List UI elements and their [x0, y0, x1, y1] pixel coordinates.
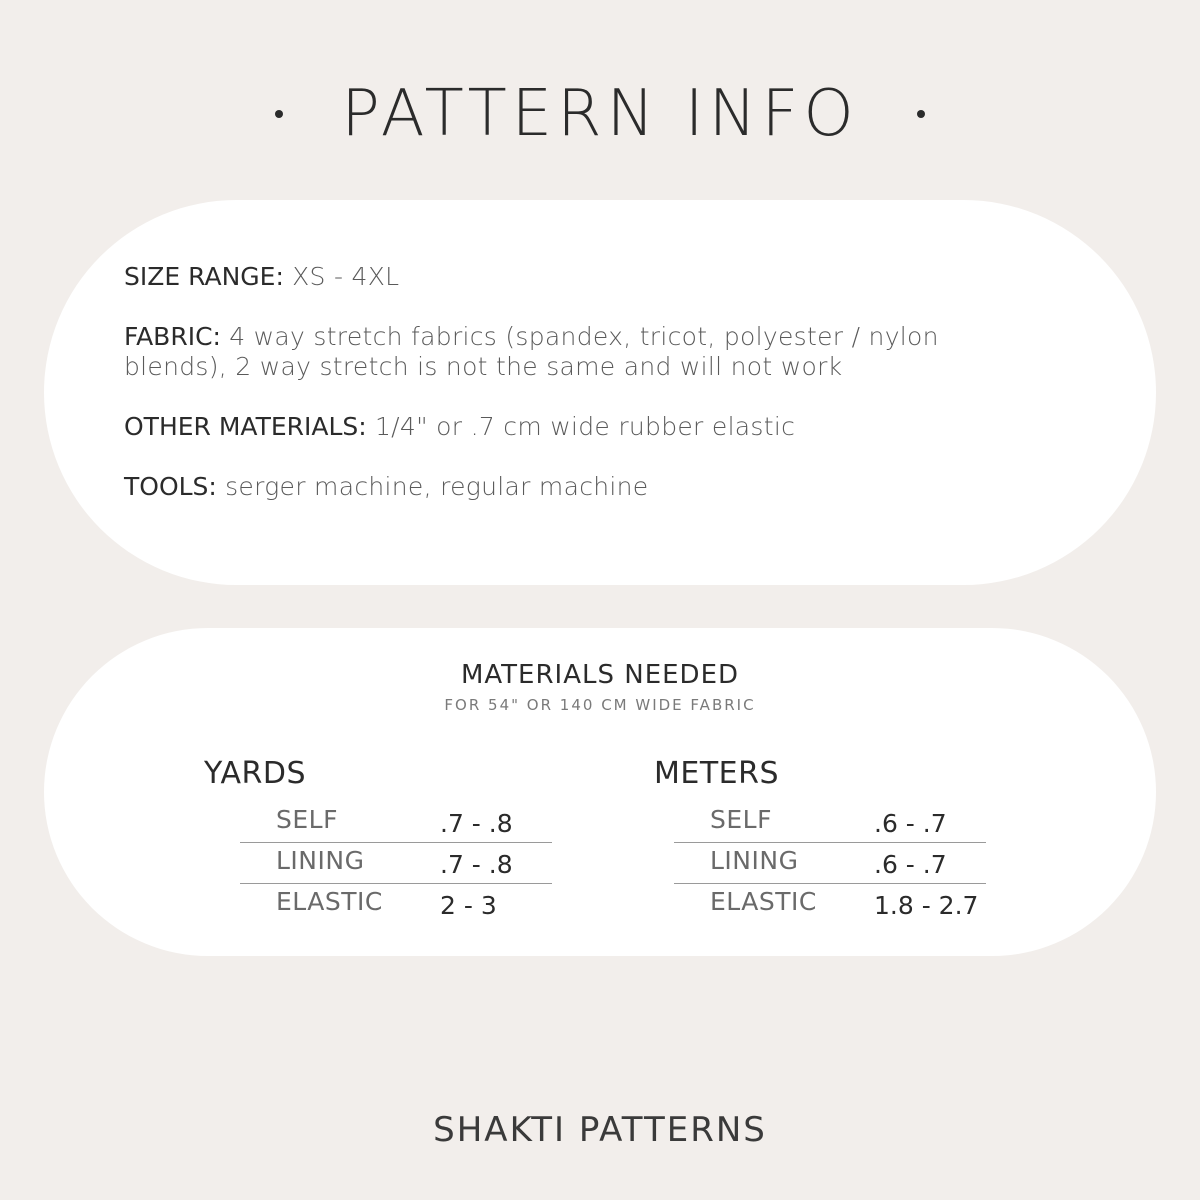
meters-heading: METERS	[654, 756, 780, 791]
bullet-dot-left	[275, 110, 283, 118]
row-item: ELASTIC	[710, 887, 817, 916]
row-amount: .7 - .8	[440, 809, 513, 838]
tools-value: serger machine, regular machine	[216, 472, 649, 501]
tools-label: TOOLS:	[124, 472, 217, 501]
fabric-value: 4 way stretch fabrics (spandex, tricot, polyester / nylon blends), 2 way stretch is not the same and will not work	[124, 322, 939, 381]
page-title-text: PATTERN INFO	[341, 77, 859, 151]
materials-subtitle: FOR 54" OR 140 CM WIDE FABRIC	[444, 696, 756, 714]
fabric-line	[124, 322, 1024, 382]
yards-heading: YARDS	[204, 756, 307, 791]
table-row	[674, 843, 986, 884]
size-range-value: XS - 4XL	[283, 262, 400, 291]
materials-panel	[44, 628, 1156, 956]
materials-title: MATERIALS NEEDED	[460, 660, 740, 690]
row-item: LINING	[276, 846, 365, 875]
meters-table	[674, 802, 986, 924]
row-item: SELF	[276, 805, 338, 834]
row-amount: .7 - .8	[440, 850, 513, 879]
size-range-line	[124, 262, 1024, 292]
size-range-label: SIZE RANGE:	[124, 262, 284, 291]
other-materials-value: 1/4" or .7 cm wide rubber elastic	[366, 412, 796, 441]
row-item: ELASTIC	[276, 887, 383, 916]
table-row	[240, 884, 552, 924]
row-amount: .6 - .7	[874, 809, 947, 838]
bullet-dot-right	[917, 110, 925, 118]
tools-line	[124, 472, 1024, 502]
row-amount: 2 - 3	[440, 891, 497, 920]
brand-footer: SHAKTI PATTERNS	[433, 1110, 767, 1150]
table-row	[240, 802, 552, 843]
row-amount: 1.8 - 2.7	[874, 891, 979, 920]
row-item: LINING	[710, 846, 799, 875]
row-item: SELF	[710, 805, 772, 834]
table-row	[674, 802, 986, 843]
other-materials-label: OTHER MATERIALS:	[124, 412, 367, 441]
fabric-label: FABRIC:	[124, 322, 221, 351]
yards-table	[240, 802, 552, 924]
other-materials-line	[124, 412, 1024, 442]
page-title	[0, 78, 1200, 150]
row-amount: .6 - .7	[874, 850, 947, 879]
info-panel	[44, 200, 1156, 585]
table-row	[674, 884, 986, 924]
table-row	[240, 843, 552, 884]
